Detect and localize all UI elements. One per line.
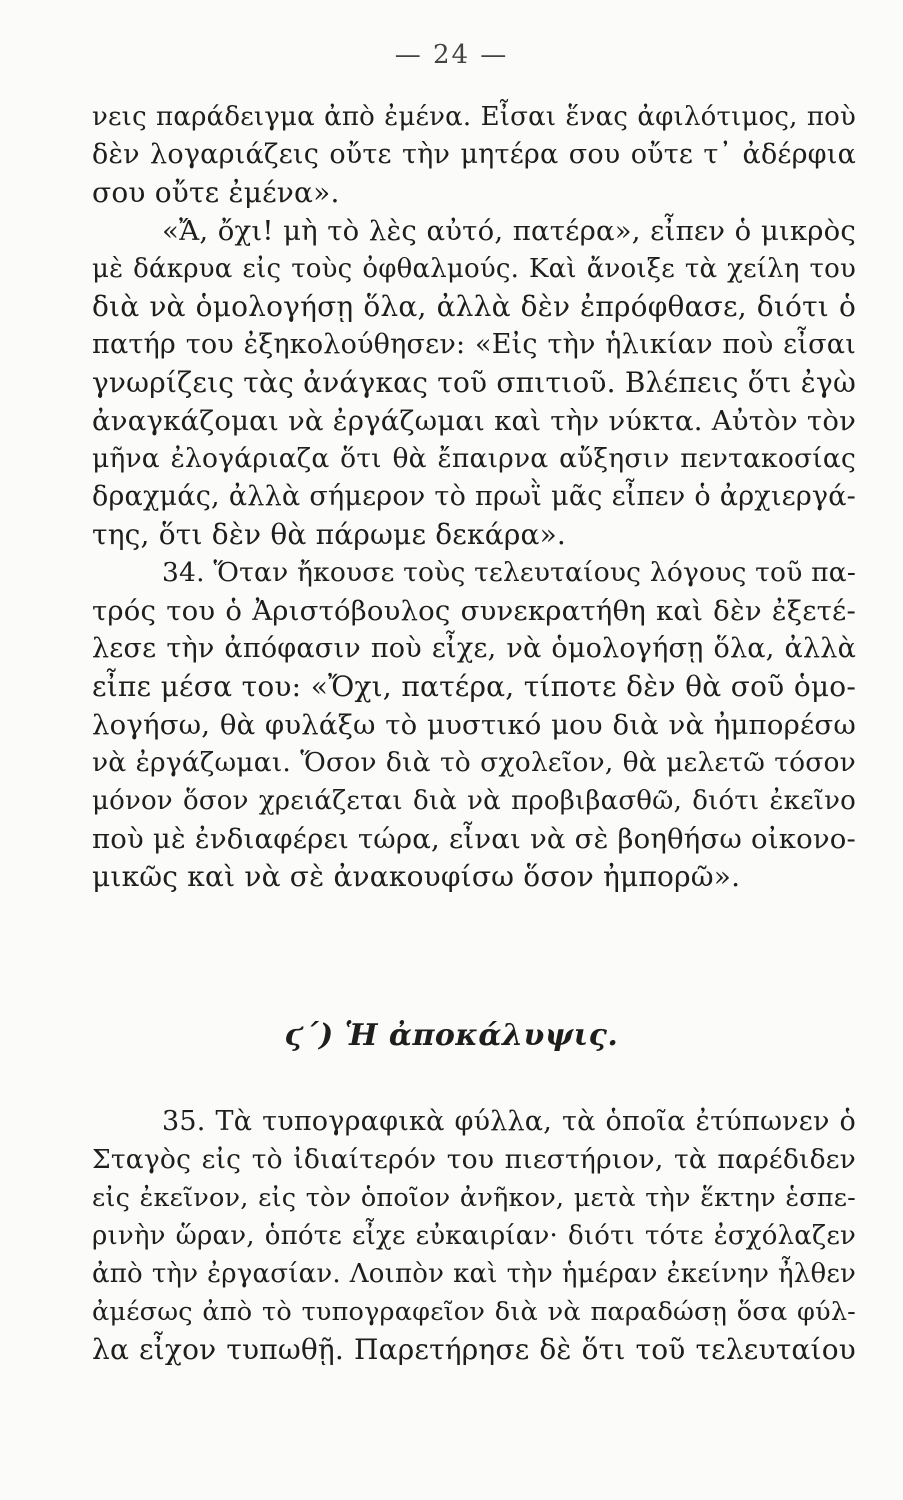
text-line: ἀναγκάζομαι νὰ ἐργάζωμαι καὶ τὴν νύκτα. Αὐτὸν τὸν xyxy=(92,405,856,437)
text-line: ἀπὸ τὴν ἐργασίαν. Λοιπὸν καὶ τὴν ἡμέραν ἐκείνην ἦλθεν xyxy=(92,1259,856,1289)
text-line: διὰ νὰ ὁμολογήσῃ ὅλα, ἀλλὰ δὲν ἐπρόφθασε, διότι ὁ xyxy=(92,290,856,323)
text-line: δὲν λογαριάζεις οὔτε τὴν μητέρα σου οὔτε τ᾽ ἀδέρφια xyxy=(92,139,856,170)
text-line: νὰ ἐργάζωμαι. Ὅσον διὰ τὸ σχολεῖον, θὰ μελετῶ τόσον xyxy=(92,747,856,778)
text-line: ἀμέσως ἀπὸ τὸ τυπογραφεῖον διὰ νὰ παραδώσῃ ὅσα φύλ- xyxy=(92,1297,856,1327)
text-line: μόνον ὅσον χρειάζεται διὰ νὰ προβιβασθῶ, διότι ἐκεῖνο xyxy=(92,786,856,816)
text-line: μὲ δάκρυα εἰς τοὺς ὀφθαλμούς. Καὶ ἄνοιξε τὰ χείλη του xyxy=(92,254,856,284)
section-heading: ϛ΄) Ἡ ἀποκάλυψις. xyxy=(284,1018,619,1053)
text-line: μῆνα ἐλογάριαζα ὅτι θὰ ἔπαιρνα αὔξησιν πεντακοσίας xyxy=(92,443,856,474)
text-line: 34. Ὅταν ἤκουσε τοὺς τελευταίους λόγους τοῦ πα- xyxy=(162,557,856,588)
text-line: τρός του ὁ Ἀριστόβουλος συνεκρατήθη καὶ δὲν ἐξετέ- xyxy=(92,595,856,627)
text-block-after-heading xyxy=(92,1103,856,1369)
text-line: λογήσω, θὰ φυλάξω τὸ μυστικό μου διὰ νὰ ἠμπορέσω xyxy=(92,709,856,741)
text-line: σου οὔτε ἐμένα». xyxy=(92,176,340,209)
page-number: — 24 — xyxy=(394,40,509,70)
text-line: λα εἶχον τυπωθῇ. Παρετήρησε δὲ ὅτι τοῦ τελευταίου xyxy=(92,1333,856,1366)
text-line: «Ἄ, ὄχι! μὴ τὸ λὲς αὐτό, πατέρα», εἶπεν ὁ μικρὸς xyxy=(162,215,856,247)
text-line: εἶπε μέσα του: «Ὄχι, πατέρα, τίποτε δὲν θὰ σοῦ ὁμο- xyxy=(92,670,856,703)
text-line: ποὺ μὲ ἐνδιαφέρει τώρα, εἶναι νὰ σὲ βοηθήσω οἰκονο- xyxy=(92,823,856,855)
text-line: νεις παράδειγμα ἀπὸ ἐμένα. Εἶσαι ἕνας ἀφιλότιμος, ποὺ xyxy=(92,102,856,132)
text-line: 35. Τὰ τυπογραφικὰ φύλλα, τὰ ὁποῖα ἐτύπωνεν ὁ xyxy=(162,1106,856,1137)
text-line: λεσε τὴν ἀπόφασιν ποὺ εἶχε, νὰ ὁμολογήσῃ ὅλα, ἀλλὰ xyxy=(92,633,856,664)
text-line: ρινὴν ὥραν, ὁπότε εἶχε εὐκαιρίαν· διότι τότε ἐσχόλαζεν xyxy=(92,1221,856,1251)
text-line: δραχμάς, ἀλλὰ σήμερον τὸ πρωῒ μᾶς εἶπεν ὁ ἀρχιεργά- xyxy=(92,481,856,512)
text-line: μικῶς καὶ νὰ σὲ ἀνακουφίσω ὅσον ἠμπορῶ». xyxy=(92,860,741,893)
text-block-before-heading xyxy=(92,98,856,896)
text-line: εἰς ἐκεῖνον, εἰς τὸν ὁποῖον ἀνῆκον, μετὰ τὴν ἕκτην ἑσπε- xyxy=(92,1183,856,1213)
text-line: της, ὅτι δὲν θὰ πάρωμε δεκάρα». xyxy=(92,518,567,551)
text-line: πατήρ του ἐξηκολούθησεν: «Εἰς τὴν ἡλικίαν ποὺ εἶσαι xyxy=(92,329,856,360)
text-line: γνωρίζεις τὰς ἀνάγκας τοῦ σπιτιοῦ. Βλέπεις ὅτι ἐγὼ xyxy=(92,366,856,399)
text-line: Σταγὸς εἰς τὸ ἰδιαίτερόν του πιεστήριον, τὰ παρέδιδεν xyxy=(92,1144,856,1175)
